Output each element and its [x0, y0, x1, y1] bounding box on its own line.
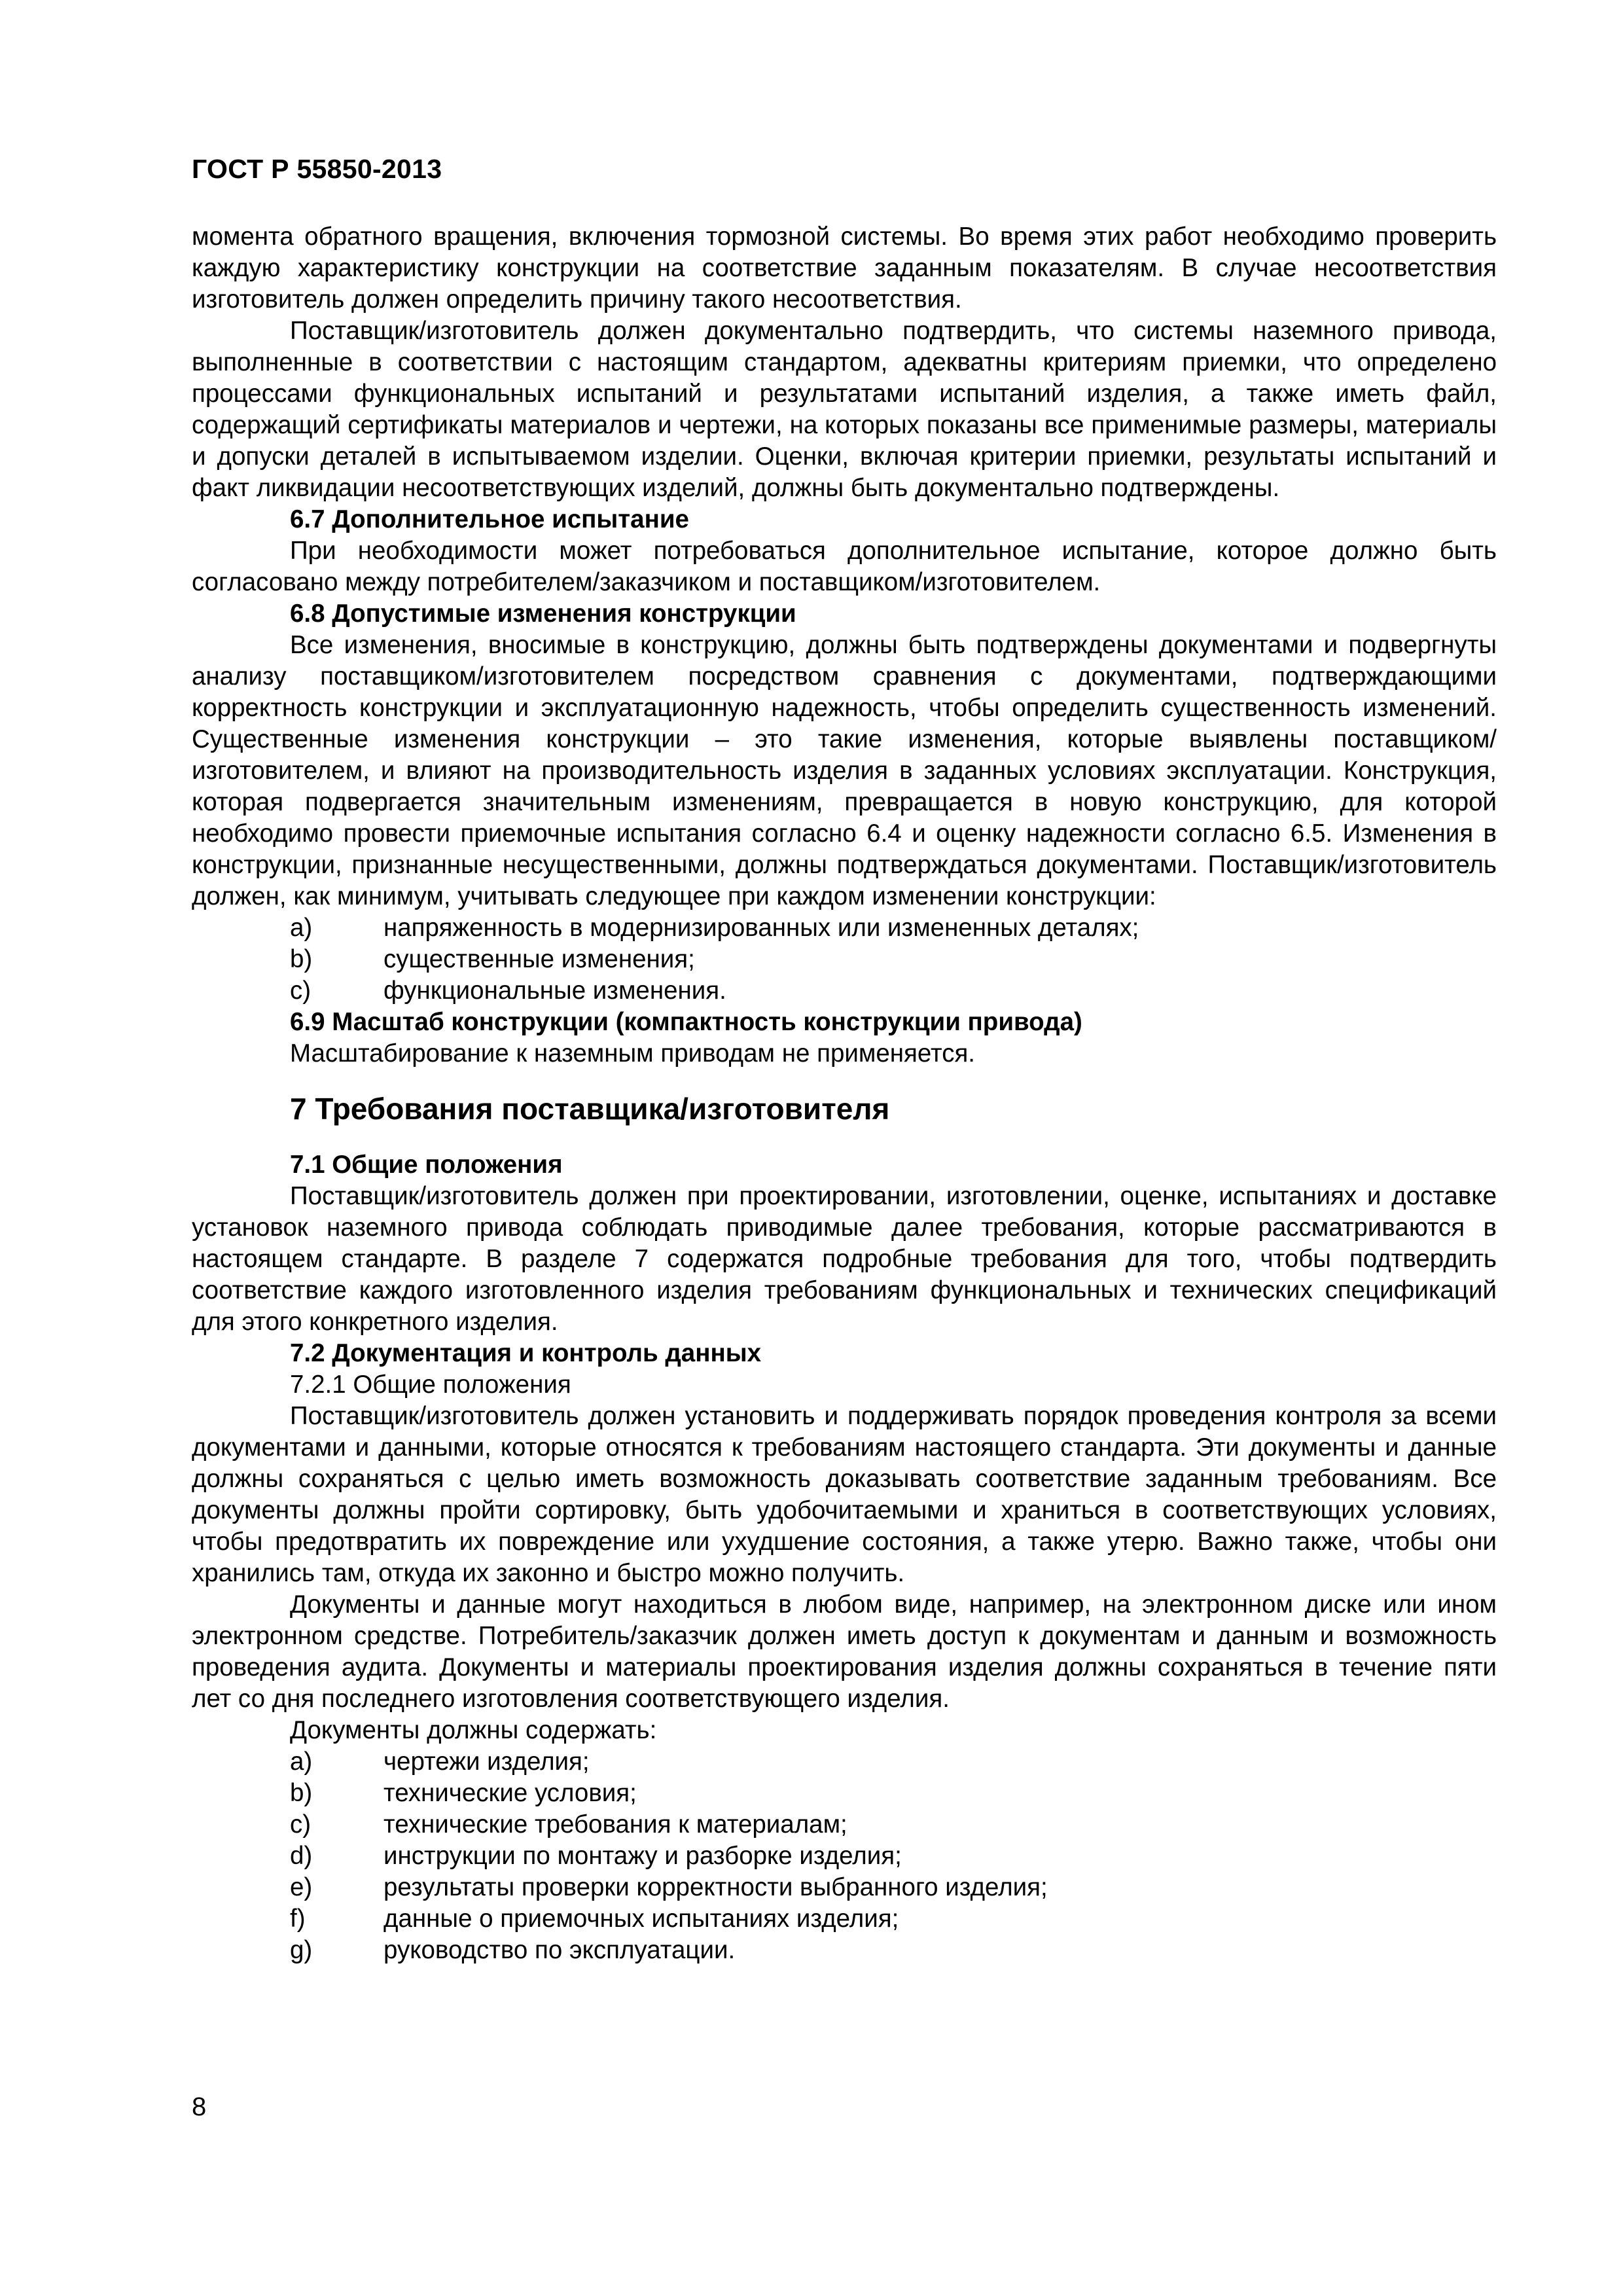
subsection-7-2-1-paragraph-2: Документы и данные могут находиться в любом виде, например, на электронном диске или ином электронном средстве. Потребитель/заказчик должен иметь доступ к документам и данным и возможность проведения аудита. Документы и материалы проектирования изделия должны сохраняться в течение пяти лет со дня последнего изготовления соответствующего изделия.: [192, 1590, 1497, 1713]
page-body: [192, 221, 1497, 1966]
list-item-text: функциональные изменения.: [383, 977, 726, 1005]
list-item-text: чертежи изделия;: [383, 1748, 590, 1776]
list-item: [192, 1903, 1497, 1935]
list-item-text: существенные изменения;: [383, 945, 695, 973]
section-7-heading: 7 Требования поставщика/изготовителя: [290, 1092, 890, 1126]
list-item-marker: a): [290, 914, 313, 942]
list-item: [192, 1935, 1497, 1966]
list-item-text: напряженность в модернизированных или измененных деталях;: [383, 914, 1139, 942]
list-item-marker: c): [290, 977, 312, 1005]
list-item-text: данные о приемочных испытаниях изделия;: [383, 1905, 899, 1933]
subsection-7-2-1-paragraph-1: Поставщик/изготовитель должен установить и поддерживать порядок проведения контроля за всеми документами и данными, которые относятся к требованиям настоящего стандарта. Эти документы и данные должны сохраняться с целью иметь возможность доказывать соответствие заданным требованиям. Все документы должны пройти сортировку, быть удобочитаемыми и храниться в соответствующих условиях, чтобы предотвратить их повреждение или ухудшение состояния, а также утерю. Важно также, чтобы они хранились там, откуда их законно и быстро можно получить.: [192, 1402, 1497, 1587]
subsection-6-7-text: При необходимости может потребоваться дополнительное испытание, которое должно быть согласовано между потребителем/заказчиком и поставщиком/изготовителем.: [192, 537, 1497, 596]
standard-header: ГОСТ Р 55850-2013: [192, 154, 442, 184]
list-item-marker: e): [290, 1873, 313, 1901]
subsection-6-8-text: Все изменения, вносимые в конструкцию, должны быть подтверждены документами и подвергнуты анализу поставщиком/изготовителем посредством сравнения с документами, подтверждающими корректность конструкции и эксплуатационную надежность, чтобы определить существенность изменений. Существенные изменения конструкции – это такие изменения, которые выявлены поставщиком/изготовителем, и влияют на производительность изделия в заданных условиях эксплуатации. Конструкция, которая подвергается значительным изменениям, превращается в новую конструкцию, для которой необходимо провести приемочные испытания согласно 6.4 и оценку надежности согласно 6.5. Изменения в конструкции, признанные несущественными, должны подтверждаться документами. Поставщик/изготовитель должен, как минимум, учитывать следующее при каждом изменении конструкции:: [192, 631, 1497, 910]
list-item-marker: g): [290, 1936, 313, 1964]
list-item-text: инструкции по монтажу и разборке изделия;: [383, 1842, 902, 1870]
paragraph-documentation: Поставщик/изготовитель должен документально подтвердить, что системы наземного привода, выполненные в соответствии с настоящим стандартом, адекватны критериям приемки, что определено процессами функциональных испытаний и результатами испытаний изделия, а также иметь файл, содержащий сертификаты материалов и чертежи, на которых показаны все применимые размеры, материалы и допуски деталей в испытываемом изделии. Оценки, включая критерии приемки, результаты испытаний и факт ликвидации несоответствующих изделий, должны быть документально подтверждены.: [192, 317, 1497, 502]
list-item-text: технические условия;: [383, 1779, 637, 1807]
list-item: [192, 975, 1497, 1007]
list-item: [192, 1778, 1497, 1809]
list-item-marker: f): [290, 1905, 306, 1933]
design-changes-list: [192, 912, 1497, 1007]
page-number: 8: [192, 2092, 207, 2121]
subsection-7-2-1-paragraph-3: Документы должны содержать:: [290, 1716, 657, 1744]
list-item-text: руководство по эксплуатации.: [383, 1936, 736, 1964]
list-item-marker: b): [290, 1779, 313, 1807]
list-item-marker: d): [290, 1842, 313, 1870]
subsection-7-1-heading: 7.1 Общие положения: [290, 1151, 563, 1179]
list-item-marker: c): [290, 1810, 312, 1839]
list-item: [192, 1872, 1497, 1903]
subsection-6-7-heading: 6.7 Дополнительное испытание: [290, 505, 689, 533]
subsection-7-2-1-heading: 7.2.1 Общие положения: [290, 1371, 571, 1399]
subsection-6-8-heading: 6.8 Допустимые изменения конструкции: [290, 600, 796, 628]
list-item: [192, 944, 1497, 975]
list-item-marker: b): [290, 945, 313, 973]
subsection-6-9-heading: 6.9 Масштаб конструкции (компактность конструкции привода): [290, 1008, 1082, 1036]
list-item-marker: a): [290, 1748, 313, 1776]
documents-list: [192, 1746, 1497, 1966]
list-item-text: результаты проверки корректности выбранного изделия;: [383, 1873, 1048, 1901]
list-item: [192, 1840, 1497, 1872]
subsection-7-1-text: Поставщик/изготовитель должен при проектировании, изготовлении, оценке, испытаниях и доставке установок наземного привода соблюдать приводимые далее требования, которые рассматриваются в настоящем стандарте. В разделе 7 содержатся подробные требования для того, чтобы подтвердить соответствие каждого изготовленного изделия требованиям функциональных и технических спецификаций для этого конкретного изделия.: [192, 1182, 1497, 1336]
subsection-7-2-heading: 7.2 Документация и контроль данных: [290, 1339, 762, 1367]
list-item: [192, 912, 1497, 944]
list-item: [192, 1746, 1497, 1778]
subsection-6-9-text: Масштабирование к наземным приводам не применяется.: [290, 1039, 975, 1067]
list-item-text: технические требования к материалам;: [383, 1810, 847, 1839]
paragraph-continuation: момента обратного вращения, включения тормозной системы. Во время этих работ необходимо проверить каждую характеристику конструкции на соответствие заданным показателям. В случае несоответствия изготовитель должен определить причину такого несоответствия.: [192, 223, 1497, 314]
list-item: [192, 1809, 1497, 1840]
